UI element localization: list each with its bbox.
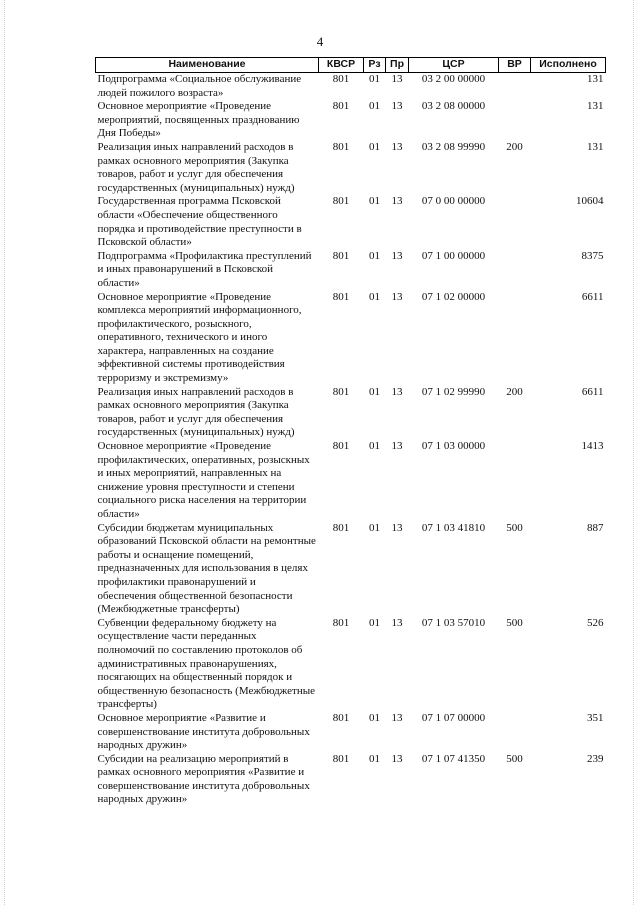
column-header-vr: ВР bbox=[499, 58, 531, 73]
cell-done: 131 bbox=[587, 73, 604, 85]
cell-vr: 500 bbox=[506, 616, 523, 629]
page-number: 4 bbox=[316, 34, 324, 49]
cell-csr: 07 0 00 00000 bbox=[421, 195, 486, 208]
cell-done: 10604 bbox=[576, 195, 604, 208]
table-row bbox=[96, 712, 606, 753]
cell-name: Субсидии бюджетам муниципальных образований Псковской области на ремонтные работы и оснащение помещений, предназначенных для использования в целях профилактики правонарушений и обеспечения общественной безопасности (Межбюджетные трансферты) bbox=[97, 521, 316, 616]
cell-done: 1413 bbox=[581, 440, 604, 453]
cell-rz: 01 bbox=[369, 752, 380, 765]
cell-pr: 13 bbox=[391, 711, 403, 724]
cell-rz: 01 bbox=[369, 73, 380, 85]
cell-rz: 01 bbox=[369, 195, 380, 208]
cell-done: 131 bbox=[587, 140, 604, 153]
cell-rz: 01 bbox=[369, 440, 380, 453]
cell-done: 131 bbox=[587, 100, 604, 113]
cell-pr: 13 bbox=[391, 616, 403, 629]
table-row bbox=[96, 386, 606, 440]
table-row bbox=[96, 753, 606, 807]
cell-csr: 07 1 07 41350 bbox=[421, 752, 486, 765]
column-header-name: Наименование bbox=[96, 58, 319, 73]
cell-rz: 01 bbox=[369, 616, 380, 629]
cell-pr: 13 bbox=[391, 521, 403, 534]
cell-name: Подпрограмма «Профилактика преступлений и иных правонарушений в Псковской области» bbox=[97, 249, 312, 289]
cell-csr: 07 1 02 00000 bbox=[421, 290, 486, 303]
table-body bbox=[96, 73, 606, 808]
cell-done: 6611 bbox=[581, 385, 604, 398]
cell-pr: 13 bbox=[391, 73, 403, 85]
cell-vr: 200 bbox=[506, 385, 523, 398]
table-row bbox=[96, 522, 606, 617]
cell-vr: 500 bbox=[506, 752, 523, 765]
cell-csr: 07 1 03 57010 bbox=[421, 616, 486, 629]
cell-done: 526 bbox=[587, 616, 604, 629]
cell-kvsr: 801 bbox=[332, 711, 350, 724]
cell-vr bbox=[499, 291, 531, 386]
cell-pr: 13 bbox=[391, 195, 403, 208]
table-row bbox=[96, 291, 606, 386]
cell-done: 887 bbox=[587, 521, 604, 534]
table-row bbox=[96, 141, 606, 195]
cell-rz: 01 bbox=[369, 521, 380, 534]
budget-table bbox=[95, 57, 606, 807]
table-row bbox=[96, 250, 606, 291]
cell-rz: 01 bbox=[369, 249, 380, 262]
scan-edge-left bbox=[4, 0, 6, 905]
cell-csr: 07 1 00 00000 bbox=[421, 249, 486, 262]
cell-pr: 13 bbox=[391, 100, 403, 113]
cell-kvsr: 801 bbox=[332, 385, 350, 398]
cell-name: Субвенции федеральному бюджету на осуществление части переданных полномочий по составлению протоколов об административных правонарушениях, посягающих на общественный порядок и общественную безопасность (Межбюджетные трансферты) bbox=[97, 616, 315, 711]
cell-kvsr: 801 bbox=[332, 752, 350, 765]
cell-vr bbox=[499, 712, 531, 753]
cell-kvsr: 801 bbox=[332, 249, 350, 262]
cell-rz: 01 bbox=[369, 711, 380, 724]
cell-name: Реализация иных направлений расходов в рамках основного мероприятия (Закупка товаров, работ и услуг для обеспечения государственных (муниципальных) нужд) bbox=[97, 385, 295, 439]
cell-rz: 01 bbox=[369, 100, 380, 113]
cell-pr: 13 bbox=[391, 140, 403, 153]
cell-done: 239 bbox=[587, 752, 604, 765]
cell-csr: 07 1 07 00000 bbox=[421, 711, 486, 724]
column-header-done: Исполнено bbox=[531, 58, 606, 73]
table-row bbox=[96, 73, 606, 101]
cell-name: Реализация иных направлений расходов в рамках основного мероприятия (Закупка товаров, работ и услуг для обеспечения государственных (муниципальных) нужд) bbox=[97, 140, 295, 194]
cell-csr: 03 2 00 00000 bbox=[421, 73, 486, 85]
cell-rz: 01 bbox=[369, 385, 380, 398]
cell-done: 8375 bbox=[581, 249, 604, 262]
cell-vr: 500 bbox=[506, 521, 523, 534]
table-row bbox=[96, 617, 606, 712]
cell-name: Основное мероприятие «Проведение профилактических, оперативных, розыскных и иных мероприятий, направленных на снижение уровня преступности и степени социального риска населения на территории области» bbox=[97, 440, 310, 520]
scan-edge-right bbox=[633, 0, 635, 905]
cell-kvsr: 801 bbox=[332, 195, 350, 208]
cell-kvsr: 801 bbox=[332, 73, 350, 85]
column-header-csr: ЦСР bbox=[409, 58, 499, 73]
column-header-pr: Пр bbox=[386, 58, 409, 73]
cell-vr bbox=[499, 440, 531, 522]
cell-vr bbox=[499, 195, 531, 249]
cell-pr: 13 bbox=[391, 752, 403, 765]
cell-kvsr: 801 bbox=[332, 440, 350, 453]
cell-csr: 07 1 03 00000 bbox=[421, 440, 486, 453]
cell-vr bbox=[499, 250, 531, 291]
cell-csr: 03 2 08 99990 bbox=[421, 140, 486, 153]
cell-rz: 01 bbox=[369, 290, 380, 303]
cell-vr bbox=[499, 73, 531, 101]
cell-done: 351 bbox=[587, 711, 604, 724]
table-row bbox=[96, 195, 606, 249]
cell-done: 6611 bbox=[581, 290, 604, 303]
cell-pr: 13 bbox=[391, 385, 403, 398]
cell-kvsr: 801 bbox=[332, 521, 350, 534]
cell-csr: 03 2 08 00000 bbox=[421, 100, 486, 113]
cell-kvsr: 801 bbox=[332, 100, 350, 113]
cell-kvsr: 801 bbox=[332, 616, 350, 629]
cell-csr: 07 1 02 99990 bbox=[421, 385, 486, 398]
cell-vr bbox=[499, 100, 531, 141]
table-row bbox=[96, 440, 606, 522]
cell-name: Субсидии на реализацию мероприятий в рамках основного мероприятия «Развитие и совершенствование института добровольных народных дружин» bbox=[97, 752, 310, 806]
cell-pr: 13 bbox=[391, 249, 403, 262]
cell-pr: 13 bbox=[391, 290, 403, 303]
cell-name: Основное мероприятие «Развитие и совершенствование института добровольных народных дружин» bbox=[97, 711, 310, 752]
cell-name: Государственная программа Псковской области «Обеспечение общественного порядка и противодействие преступности в Псковской области» bbox=[97, 195, 302, 249]
column-header-rz: Рз bbox=[364, 58, 386, 73]
column-header-kvsr: КВСР bbox=[319, 58, 364, 73]
cell-kvsr: 801 bbox=[332, 140, 350, 153]
table-header-row bbox=[96, 58, 606, 73]
cell-vr: 200 bbox=[506, 140, 523, 153]
cell-name: Подпрограмма «Социальное обслуживание людей пожилого возраста» bbox=[97, 73, 302, 99]
cell-rz: 01 bbox=[369, 140, 380, 153]
cell-csr: 07 1 03 41810 bbox=[421, 521, 486, 534]
table-row bbox=[96, 100, 606, 141]
cell-kvsr: 801 bbox=[332, 290, 350, 303]
cell-name: Основное мероприятие «Проведение комплекса мероприятий информационного, профилактического, розыскного, оперативного, технического и иного характера, направленных на создание эффективной системы противодействия терроризму и экстремизму» bbox=[97, 290, 302, 385]
cell-name: Основное мероприятие «Проведение мероприятий, посвященных празднованию Дня Победы» bbox=[97, 100, 300, 140]
cell-pr: 13 bbox=[391, 440, 403, 453]
